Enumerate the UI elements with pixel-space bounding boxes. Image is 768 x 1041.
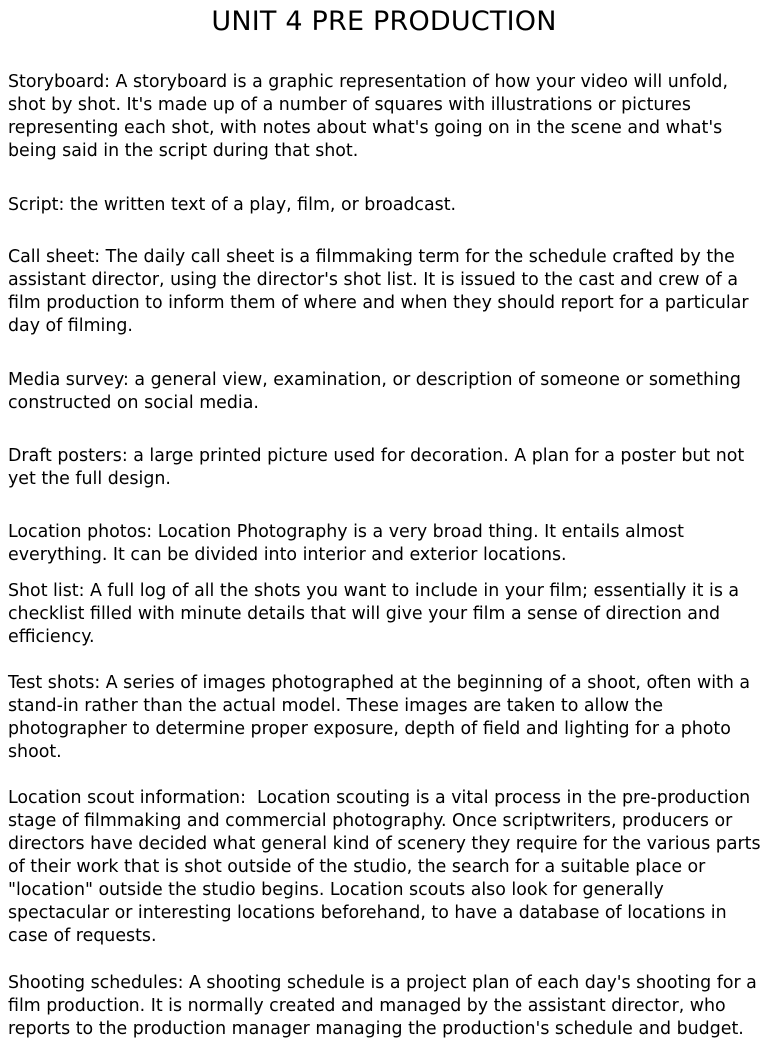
paragraph-location-photos: Location photos: Location Photography is a very broad thing. It entails almost everything. It can be divided into interior and exterior locations. xyxy=(8,522,690,565)
paragraph-script: Script: the written text of a play, film, or broadcast. xyxy=(8,195,457,215)
paragraph-shot-list: Shot list: A full log of all the shots you want to include in your film; essentially it is a checklist filled with minute details that will give your film a sense of direction and efficiency. xyxy=(8,581,745,647)
paragraph-test-shots: Test shots: A series of images photographed at the beginning of a shoot, often with a stand-in rather than the actual model. These images are taken to allow the photographer to determine proper exposure, depth of field and lighting for a photo shoot. xyxy=(8,673,756,762)
paragraph-draft-posters: Draft posters: a large printed picture used for decoration. A plan for a poster but not yet the full design. xyxy=(8,446,750,489)
paragraph-storyboard: Storyboard: A storyboard is a graphic representation of how your video will unfold, shot by shot. It's made up of a number of squares with illustrations or pictures representing each shot, with notes about what's going on in the scene and what's being said in the script during that shot. xyxy=(8,72,734,161)
paragraph-call-sheet: Call sheet: The daily call sheet is a filmmaking term for the schedule crafted by the assistant director, using the director's shot list. It is issued to the cast and crew of a film production to inform them of where and when they should report for a particular day of filming. xyxy=(8,247,755,336)
paragraph-media-survey: Media survey: a general view, examination, or description of someone or something constructed on social media. xyxy=(8,370,747,413)
page-title: UNIT 4 PRE PRODUCTION xyxy=(211,6,557,37)
paragraph-shooting-schedules: Shooting schedules: A shooting schedule is a project plan of each day's shooting for a film production. It is normally created and managed by the assistant director, who reports to the production manager managing the production's schedule and budget. xyxy=(8,973,763,1039)
paragraph-location-scout-information: Location scout information: Location scouting is a vital process in the pre-production stage of filmmaking and commercial photography. Once scriptwriters, producers or directors have decided what general kind of scenery they require for the various parts of their work that is shot outside of the studio, the search for a suitable place or "location" outside the studio begins. Location scouts also look for generally spectacular or interesting locations beforehand, to have a database of locations in case of requests. xyxy=(8,788,767,946)
